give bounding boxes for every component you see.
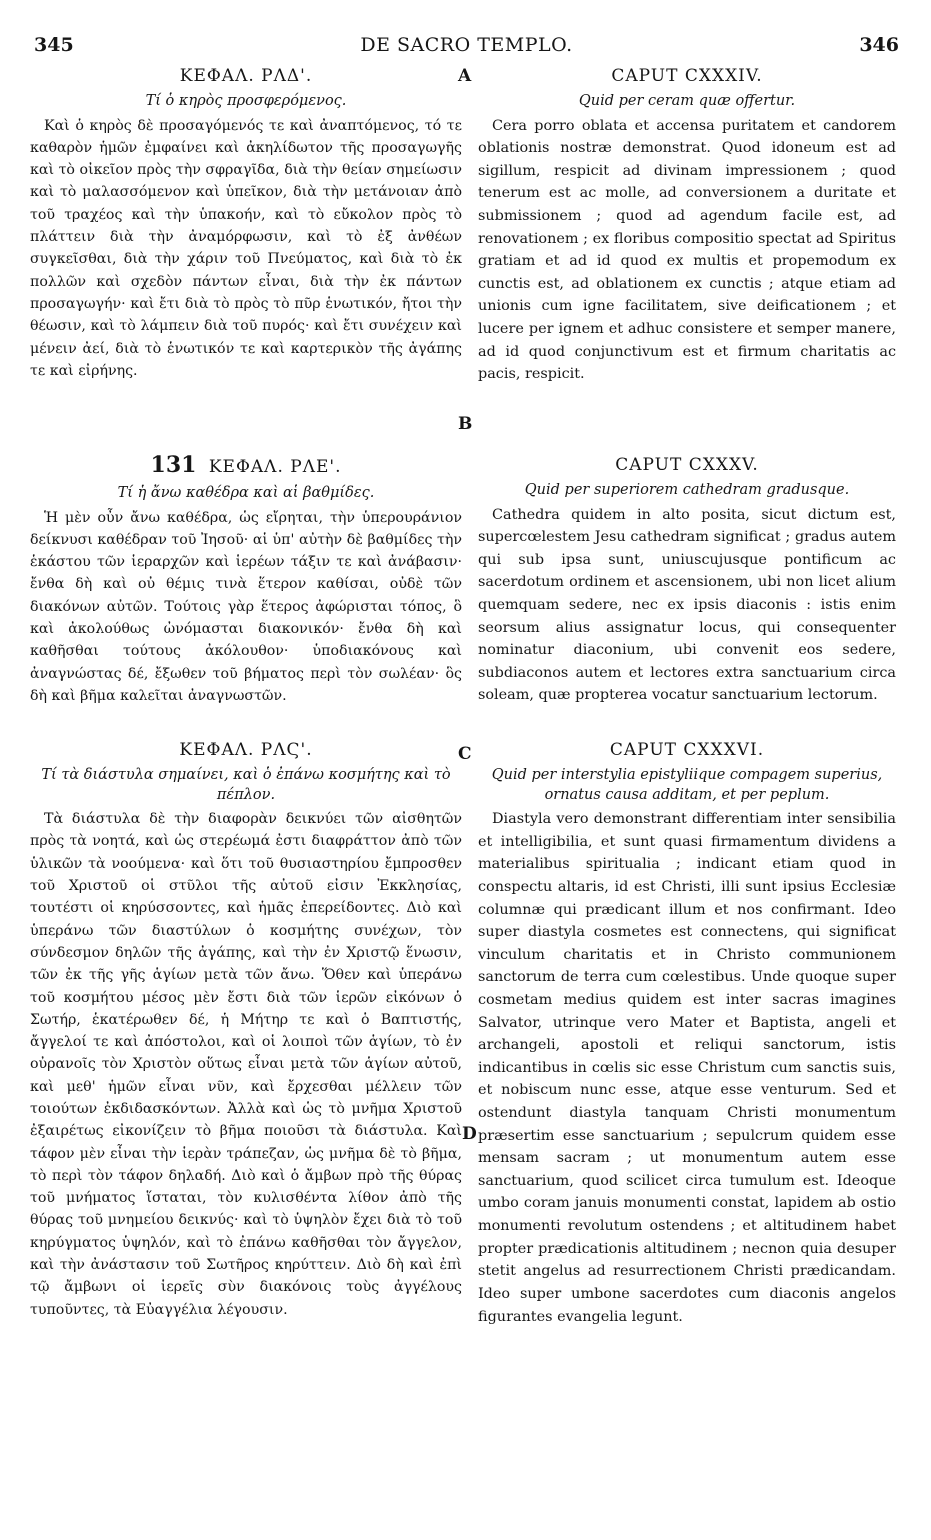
- section-number: 131: [150, 452, 197, 478]
- latin-chapter-subtitle: Quid per interstylia epistyliique compagem superius, ornatus causa additam, et per peplum.: [491, 767, 883, 803]
- greek-chapter-subtitle: Τί ὁ κηρὸς προσφερόμενος.: [145, 93, 347, 109]
- greek-chapter-text: Καὶ ὁ κηρὸς δὲ προσαγόμενός τε καὶ ἀναπτόμενος, τό τε καθαρὸν ἡμῶν ἐμφαίνει καὶ ἀκηλίδωτον τῆς προσαγωγῆς καὶ τὸ οἰκεῖον πρὸς τὴν σφραγῖδα, διὰ τὴν θείαν σημείωσιν καὶ τὸ μαλασσόμενον καὶ ὑπεῖκον, διὰ τὴν μετάνοιαν ἀπὸ τοῦ τραχέος καὶ τὴν ὑπακοήν, καὶ τὸ εὔκολον πρὸς τὸ πλάττειν διὰ τὴν ἀναμόρφωσιν, καὶ τὸ ἐξ ἀνθέων συγκεῖσθαι, διὰ τὴν χάριν τοῦ Πνεύματος, καὶ διὰ τὸ ἐκ πολλῶν καὶ σχεδὸν πάντων εἶναι, διὰ τὴν ἐκ πάντων προσαγωγήν· καὶ ἔτι διὰ τὸ πρὸς τὸ πῦρ ἑνωτικόν, ἤτοι τὴν θέωσιν, καὶ τὸ λάμπειν διὰ τοῦ πυρός· καὶ ἔτι συνέχειν καὶ μένειν ἀεί, διὰ τὸ ἑνωτικόν τε καὶ καρτερικὸν τῆς ἀγάπης τε καὶ εἰρήνης.: [30, 117, 462, 379]
- latin-chapter-text: Cera porro oblata et accensa puritatem et candorem oblationis nostræ demonstrat. Quod idoneum est ad sigillum, respicit ad divinam impressionem ; quod tenerum est ac molle, ad conversionem a duritate et submissionem ; quod ad agendum facile est, ad renovationem ; ex floribus compositio spectat ad Spiritus gratiam et ad id quod ex multis et propemodum ex cunctis est, ad oblationem ex cunctis ; atque etiam ad unionis cum igne facilitatem, sive deificationem ; et lucere per ignem et adhuc consistere et semper manere, ad id quod conjunctivum est et firmum charitatis ac pacis, respicit.: [478, 117, 896, 383]
- margin-letter-a: A: [458, 66, 472, 86]
- margin-letter-d: D: [462, 1124, 477, 1144]
- latin-chapter-heading: [478, 66, 896, 86]
- greek-chapter-heading: [30, 740, 462, 760]
- latin-chapter-title: CAPUT CXXXV.: [615, 455, 759, 475]
- latin-chapter-136: [478, 740, 896, 1328]
- greek-chapter-title: ΚΕΦΑΛ. ΡΛΕ'.: [208, 457, 342, 477]
- latin-chapter-134: [478, 66, 896, 386]
- latin-chapter-title: CAPUT CXXXVI.: [609, 740, 765, 760]
- page-number-right: 346: [859, 34, 899, 56]
- greek-chapter-text: Τὰ διάστυλα δὲ τὴν διαφορὰν δεικνύει τῶν αἰσθητῶν πρὸς τὰ νοητά, καὶ ὡς στερέωμά ἐστι διαφράττον ἀπὸ τῶν ὑλικῶν τὰ νοούμενα· καὶ ὅτι τοῦ θυσιαστηρίου ἔμπροσθεν τοῦ Χριστοῦ οἱ στῦλοι τῆς αὐτοῦ εἰσιν Ἐκκλησίας, τουτέστι οἱ κηρύσσοντες, καὶ ἡμᾶς ἐπερείδοντες. Διὸ καὶ ὑπεράνω τῶν διαστύλων ὁ κοσμήτης συνέχων, τὸν σύνδεσμον δηλῶν τῆς ἀγάπης, καὶ τὴν ἐν Χριστῷ ἕνωσιν, τῶν ἐκ τῆς γῆς ἁγίων μετὰ τῶν ἄνω. Ὅθεν καὶ ὑπεράνω τοῦ κοσμήτου μέσος μὲν ἔστι διὰ τῶν ἱερῶν εἰκόνων ὁ Σωτήρ, ἑκατέρωθεν δέ, ἡ Μήτηρ τε καὶ ὁ Βαπτιστής, ἄγγελοί τε καὶ ἀπόστολοι, καὶ οἱ λοιποὶ τῶν ἁγίων, τὸ ἐν οὐρανοῖς τὸν Χριστὸν οὕτως εἶναι μετὰ τῶν ἁγίων αὐτοῦ, καὶ μεθ' ἡμῶν εἶναι νῦν, καὶ ἔρχεσθαι μέλλειν τῶν τοιούτων ἐκδιδασκόντων. Ἀλλὰ καὶ ὡς τὸ μνῆμα Χριστοῦ ἐξαιρέτως εἰκονίζειν τὸ βῆμα ποιοῦσι τὰ διάστυλα. Καὶ τάφον μὲν εἶναι τὴν ἱερὰν τράπεζαν, ὡς μνῆμα δὲ τὸ βῆμα, τὸ περὶ τὸν τάφον δηλαδή. Διὸ καὶ ὁ ἄμβων πρὸ τῆς θύρας τοῦ μνήματος ἵσταται, τὸν κυλισθέντα λίθον ἀπὸ τῆς θύρας τοῦ μνημείου δεικνύς· καὶ τὸ ὑψηλὸν ἔχει διὰ τὸ τοῦ κηρύγματος ὑψηλόν, καὶ τὸ ἐπάνω καθῆσθαι τὸν ἄγγελον, καὶ τὴν ἀνάστασιν τοῦ Σωτῆρος κηρύττειν. Διὸ δὴ καὶ ἐπὶ τῷ ἄμβωνι οἱ ἱερεῖς σὺν διακόνοις τοὺς ἀγγέλους τυποῦντες, τὰ Εὐαγγέλια λέγουσιν.: [30, 811, 462, 1318]
- greek-chapter-title: ΚΕΦΑΛ. ΡΛϚ'.: [179, 740, 313, 760]
- running-title: DE SACRO TEMPLO.: [360, 34, 573, 56]
- greek-chapter-text: Ἡ μὲν οὖν ἄνω καθέδρα, ὡς εἴρηται, τὴν ὑπερουράνιον δείκνυσι καθέδραν τοῦ Ἰησοῦ· αἱ ὑπ' αὐτὴν δὲ βαθμίδες τὴν ἑκάστου τῶν ἱεραρχῶν καὶ ἱερέων τάξιν τε καὶ ἀνάβασιν· ἔνθα δὴ καὶ οὐ θέμις τινὰ ἕτερον καθίσαι, οὐδὲ τῶν διακόνων αὐτῶν. Τούτοις γὰρ ἕτερος ἀφώρισται τόπος, ὃ καὶ ἀκολούθως ὠνόμασται διακονικόν· ἔνθα δὴ καὶ καθῆσθαι τούτους ἀκόλουθον· ὑποδιακόνους καὶ ἀναγνώστας δέ, ἔξωθεν τοῦ βήματος περὶ τὸν σωλέαν· ὃς δὴ καὶ βῆμα καλεῖται ἀναγνωστῶν.: [30, 509, 462, 704]
- latin-chapter-heading: [478, 455, 896, 475]
- running-header: [34, 34, 899, 58]
- page-number-left: 345: [34, 34, 74, 56]
- latin-chapter-subtitle: Quid per ceram quæ offertur.: [578, 93, 796, 109]
- margin-letter-b: B: [458, 414, 473, 434]
- greek-chapter-heading: [30, 66, 462, 86]
- greek-chapter-135: [30, 452, 462, 707]
- latin-chapter-text: Cathedra quidem in alto posita, sicut dictum est, supercœlestem Jesu cathedram significat ; gradus autem qui sub ipsa sunt, uniuscujusque pontificum ac sacerdotum ordinem et ascensionem, ubi non licet alium quemquam sedere, nec ex ipsis diaconis : istis enim seorsum alius assignatur locus, qui consequenter nominatur diaconium, ubi convenit eos sedere, subdiaconos autem et lectores extra sanctuarium circa soleam, quæ propterea vocatur sanctuarium lectorum.: [478, 506, 896, 704]
- greek-chapter-heading: [30, 452, 462, 478]
- greek-chapter-subtitle: Τί ἡ ἄνω καθέδρα καὶ αἱ βαθμίδες.: [117, 485, 375, 501]
- greek-chapter-134: [30, 66, 462, 382]
- margin-letter-c: C: [458, 744, 472, 764]
- latin-chapter-135: [478, 455, 896, 707]
- greek-chapter-subtitle: Τί τὰ διάστυλα σημαίνει, καὶ ὁ ἐπάνω κοσμήτης καὶ τὸ πέπλον.: [41, 767, 451, 803]
- greek-chapter-title: ΚΕΦΑΛ. ΡΛΔ'.: [179, 66, 313, 86]
- latin-chapter-title: CAPUT CXXXIV.: [611, 66, 763, 86]
- latin-chapter-subtitle: Quid per superiorem cathedram gradusque.: [524, 482, 850, 498]
- latin-chapter-text: Diastyla vero demonstrant differentiam inter sensibilia et intelligibilia, et sunt quasi firmamentum dividens a materialibus spiritualia ; indicant etiam quod in conspectu altaris, id est Christi, illi sunt ipsius Ecclesiæ columnæ qui prædicant illum et nos confirmant. Ideo super diastyla cosmetes est connectens, qui significat vinculum charitatis et in Christo communionem sanctorum de terra cum cœlestibus. Unde quoque super cosmetam medius quidem est inter sacras imagines Salvator, utrinque vero Mater et Baptista, angeli et archangeli, apostoli et reliqui sanctorum, istis indicantibus in cœlis sic esse Christum cum sanctis suis, et nobiscum nunc esse, atque esse venturum. Sed et ostendunt diastyla tanquam Christi monumentum præsertim esse sanctuarium ; sepulcrum quidem esse mensam sacram ; ut monumentum autem esse sanctuarium, quod scilicet circa tumulum est. Ideoque umbo coram januis monumenti constat, lapidem ab ostio monumenti revolutum ostendens ; et altitudinem habet propter prædicationis altitudinem ; necnon quia desuper stetit angelus ad resurrectionem Christi prædicandam. Ideo super umbone sacerdotes cum diaconis angelos figurantes evangelia legunt.: [478, 811, 896, 1325]
- latin-chapter-heading: [478, 740, 896, 760]
- greek-chapter-136: [30, 740, 462, 1321]
